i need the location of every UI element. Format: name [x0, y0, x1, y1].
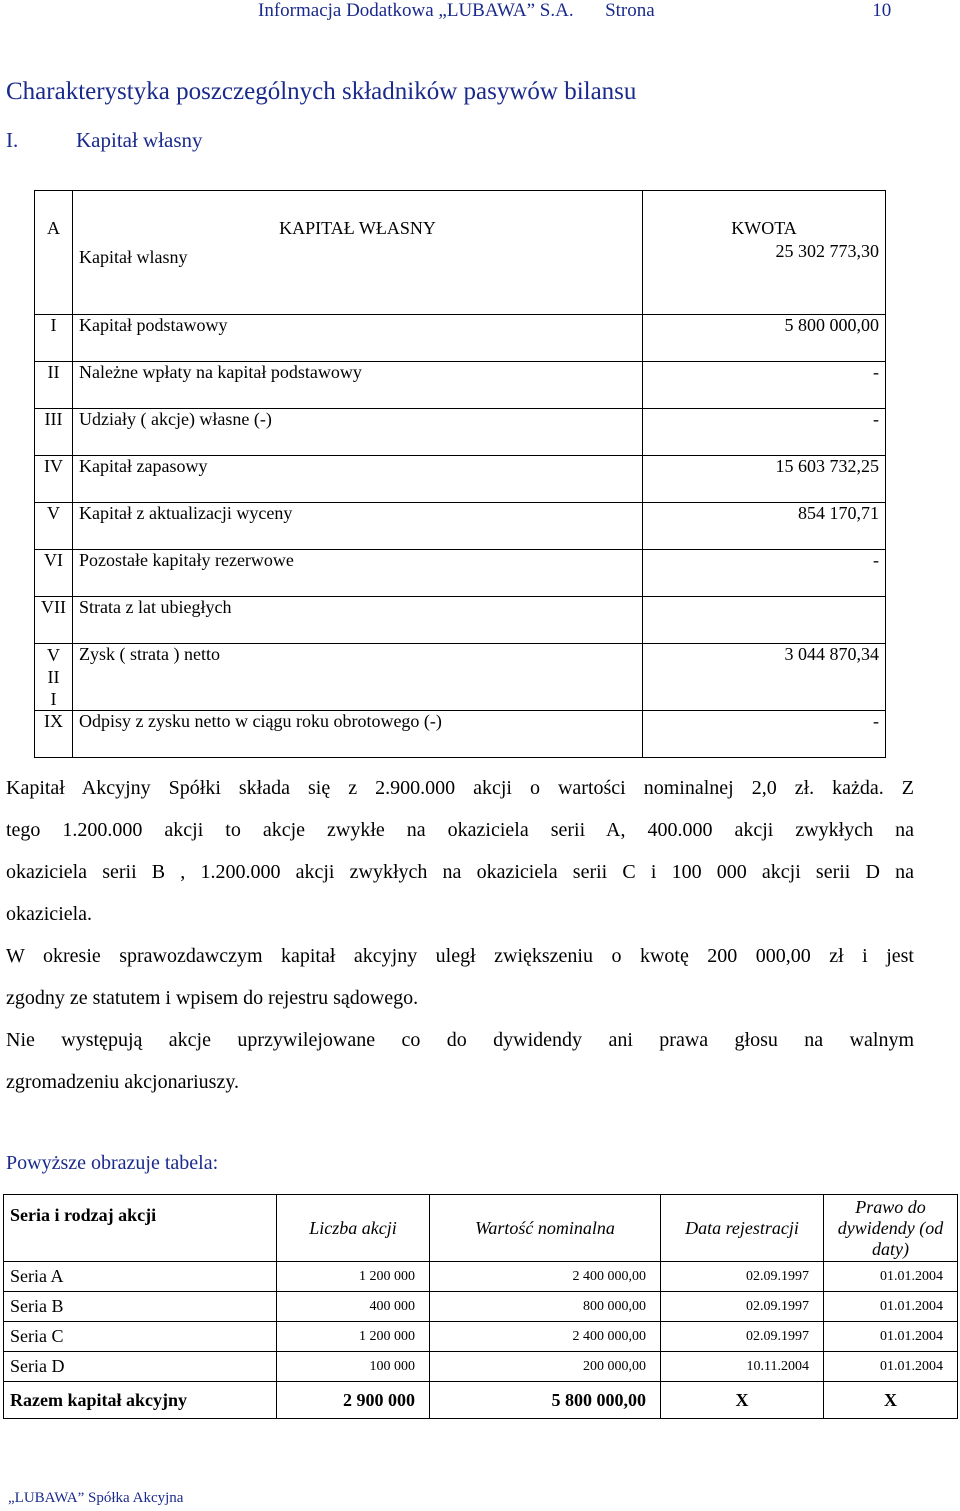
equity-heading: KAPITAŁ WŁASNY [279, 218, 436, 238]
share-count: 1 200 000 [277, 1262, 430, 1292]
table-row [4, 1322, 958, 1352]
paragraph-line: okaziciela. [6, 903, 93, 925]
table-lead-text: Powyższe obrazuje tabela: [6, 1152, 219, 1174]
total-label: Razem kapitał akcyjny [4, 1382, 277, 1419]
row-amount: 854 170,71 [643, 503, 886, 550]
row-label: Kapitał z aktualizacji wyceny [73, 503, 643, 550]
row-number: VIII [35, 644, 73, 711]
paragraph-line: W okresie sprawozdawczym kapitał akcyjny uległ zwiększeniu o kwotę 200 000,00 zł i jest [6, 945, 914, 967]
table-row [35, 456, 886, 503]
row-label: Należne wpłaty na kapitał podstawowy [73, 362, 643, 409]
row-number: III [35, 409, 73, 456]
paragraph-line: Kapitał Akcyjny Spółki składa się z 2.900.000 akcji o wartości nominalnej 2,0 zł. każda. Z [6, 777, 914, 799]
dividend-date: 01.01.2004 [824, 1262, 958, 1292]
dividend-date: 01.01.2004 [824, 1292, 958, 1322]
row-amount: 5 800 000,00 [643, 315, 886, 362]
dividend-date: 01.01.2004 [824, 1352, 958, 1382]
total-dividend-date: X [824, 1382, 958, 1419]
paragraph-line: okaziciela serii B , 1.200.000 akcji zwykłych na okaziciela serii C i 100 000 akcji serii D na [6, 861, 914, 883]
series-name: Seria A [4, 1262, 277, 1292]
column-header: Prawo do dywidendy (od daty) [824, 1195, 958, 1262]
total-registration-date: X [661, 1382, 824, 1419]
document-title: Charakterystyka poszczególnych składników pasywów bilansu [6, 78, 637, 105]
amount-heading: KWOTA [731, 218, 797, 238]
equity-table [34, 190, 886, 758]
row-label: Zysk ( strata ) netto [73, 644, 643, 711]
nominal-value: 2 400 000,00 [430, 1262, 661, 1292]
row-number: IX [35, 711, 73, 758]
row-label: Udziały ( akcje) własne (-) [73, 409, 643, 456]
row-amount: 3 044 870,34 [643, 644, 886, 711]
row-amount: - [643, 409, 886, 456]
registration-date: 02.09.1997 [661, 1322, 824, 1352]
capital-increase-paragraph [6, 935, 914, 1019]
series-name: Seria D [4, 1352, 277, 1382]
nominal-value: 200 000,00 [430, 1352, 661, 1382]
table-row [35, 644, 886, 711]
column-header: Liczba akcji [277, 1195, 430, 1262]
section-heading [6, 128, 203, 153]
column-header: Wartość nominalna [430, 1195, 661, 1262]
header-page-label: Strona [605, 0, 655, 21]
share-count: 100 000 [277, 1352, 430, 1382]
row-number: II [35, 362, 73, 409]
row-label: Odpisy z zysku netto w ciągu roku obrotowego (-) [73, 711, 643, 758]
equity-total-amount: 25 302 773,30 [775, 241, 879, 261]
table-row [4, 1262, 958, 1292]
section-label: Kapitał własny [76, 128, 203, 152]
paragraph-line: zgromadzeniu akcjonariuszy. [6, 1071, 240, 1093]
page-header [258, 0, 891, 22]
equity-amount-cell [643, 191, 886, 315]
series-header-row [4, 1195, 958, 1262]
equity-header-row [35, 191, 886, 315]
row-label: Pozostałe kapitały rezerwowe [73, 550, 643, 597]
table-row [35, 362, 886, 409]
nominal-value: 2 400 000,00 [430, 1322, 661, 1352]
row-label: Kapitał podstawowy [73, 315, 643, 362]
row-amount: - [643, 362, 886, 409]
share-count: 1 200 000 [277, 1322, 430, 1352]
page-footer: „LUBAWA” Spółka Akcyjna [8, 1490, 184, 1506]
table-row [4, 1352, 958, 1382]
table-row [35, 711, 886, 758]
header-page-number: 10 [872, 0, 892, 21]
table-row [35, 550, 886, 597]
registration-date: 02.09.1997 [661, 1262, 824, 1292]
row-number: VI [35, 550, 73, 597]
registration-date: 02.09.1997 [661, 1292, 824, 1322]
column-header: Data rejestracji [661, 1195, 824, 1262]
row-number: VII [35, 597, 73, 644]
row-amount: 15 603 732,25 [643, 456, 886, 503]
equity-total-label: Kapitał wlasny [79, 247, 188, 267]
registration-date: 10.11.2004 [661, 1352, 824, 1382]
nominal-value: 800 000,00 [430, 1292, 661, 1322]
table-row [35, 315, 886, 362]
column-header: Seria i rodzaj akcji [4, 1195, 277, 1262]
share-capital-paragraph [6, 767, 914, 935]
equity-heading-cell [73, 191, 643, 315]
share-series-table [3, 1194, 958, 1419]
row-label: Strata z lat ubiegłych [73, 597, 643, 644]
paragraph-line: tego 1.200.000 akcji to akcje zwykłe na okaziciela serii A, 400.000 akcji zwykłych na [6, 819, 914, 841]
row-amount: - [643, 711, 886, 758]
table-row [35, 597, 886, 644]
row-label: Kapitał zapasowy [73, 456, 643, 503]
total-nominal-value: 5 800 000,00 [430, 1382, 661, 1419]
section-number: I. [6, 128, 19, 152]
row-amount [643, 597, 886, 644]
share-count: 400 000 [277, 1292, 430, 1322]
preference-paragraph [6, 1019, 914, 1103]
table-row [35, 503, 886, 550]
table-row [35, 409, 886, 456]
row-number: V [35, 503, 73, 550]
series-name: Seria B [4, 1292, 277, 1322]
row-number: I [35, 315, 73, 362]
header-title: Informacja Dodatkowa „LUBAWA” S.A. [258, 0, 574, 21]
table-row [4, 1292, 958, 1322]
row-amount: - [643, 550, 886, 597]
series-name: Seria C [4, 1322, 277, 1352]
total-share-count: 2 900 000 [277, 1382, 430, 1419]
paragraph-line: Nie występują akcje uprzywilejowane co do dywidendy ani prawa głosu na walnym [6, 1029, 914, 1051]
equity-letter: A [35, 191, 73, 315]
total-row [4, 1382, 958, 1419]
dividend-date: 01.01.2004 [824, 1322, 958, 1352]
paragraph-line: zgodny ze statutem i wpisem do rejestru sądowego. [6, 987, 419, 1009]
row-number: IV [35, 456, 73, 503]
